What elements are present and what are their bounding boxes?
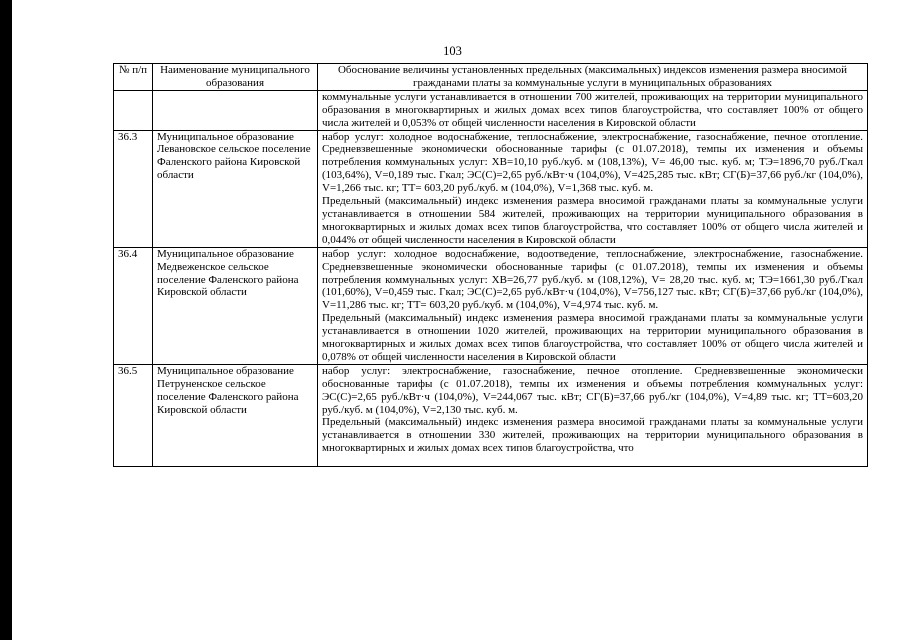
row-basis	[318, 247, 868, 364]
header-name: Наименование муниципального образования	[153, 64, 318, 91]
row-num: 36.3	[114, 130, 153, 247]
row-name: Муниципальное образование Медвеженское сельское поселение Фаленского района Кировской области	[153, 247, 318, 364]
row-name: Муниципальное образование Левановское сельское поселение Фаленского района Кировской области	[153, 130, 318, 247]
table-header-row	[114, 64, 868, 91]
table-row	[114, 364, 868, 466]
table-row	[114, 247, 868, 364]
row-name	[153, 90, 318, 130]
header-num: № п/п	[114, 64, 153, 91]
row-basis	[318, 130, 868, 247]
tariff-table	[113, 63, 868, 467]
row-basis	[318, 364, 868, 466]
basis-paragraph: коммунальные услуги устанавливается в отношении 700 жителей, проживающих на территории муниципального образования в многоквартирных и жилых домах всех типов благоустройства, что составляет 100% от общего числа жителей и 0,053% от общей численности населения в Кировской области	[322, 90, 863, 129]
basis-paragraph: Предельный (максимальный) индекс изменения размера вносимой гражданами платы за коммунальные услуги устанавливается в отношении 584 жителей, проживающих на территории муниципального образования в многоквартирных и жилых домах всех типов благоустройства, что составляет 100% от общего числа жителей и 0,044% от общей численности населения в Кировской области	[322, 195, 863, 246]
page-number: 103	[443, 44, 462, 58]
header-basis: Обоснование величины установленных предельных (максимальных) индексов изменения размера вносимой гражданами платы за коммунальные услуги в муниципальных образованиях	[318, 64, 868, 91]
basis-paragraph: набор услуг: электроснабжение, газоснабжение, печное отопление. Средневзвешенные экономически обоснованные тарифы (с 01.07.2018), темпы их изменения и объемы потребления коммунальных услуг: ЭС(С)=2,65 руб./кВт·ч (104,0%), V=244,067 тыс. кВт; СГ(Б)=37,66 руб./кг (104,0%), V=4,89 тыс. кг; ТТ=603,20 руб./куб. м (104,0%), V=2,130 тыс. куб. м.	[322, 364, 863, 416]
row-num: 36.5	[114, 364, 153, 466]
basis-paragraph: набор услуг: холодное водоснабжение, теплоснабжение, электроснабжение, газоснабжение, печное отопление. Средневзвешенные экономически обоснованные тарифы (с 01.07.2018), темпы их изменения и объемы потребления коммунальных услуг: ХВ=10,10 руб./куб. м (108,13%), V= 46,00 тыс. куб. м; ТЭ=1896,70 руб./Гкал (103,64%), V=0,189 тыс. Гкал; ЭС(С)=2,65 руб./кВт·ч (104,0%), V=425,285 тыс. кВт; СГ(Б)=37,66 руб./кг (104,0%), V=1,266 тыс. кг; ТТ= 603,20 руб./куб. м (104,0%), V=1,368 тыс. куб. м.	[322, 130, 863, 195]
basis-paragraph: Предельный (максимальный) индекс изменения размера вносимой гражданами платы за коммунальные услуги устанавливается в отношении 1020 жителей, проживающих на территории муниципального образования в многоквартирных и жилых домах всех типов благоустройства, что составляет 100% от общего числа жителей и 0,078% от общей численности населения в Кировской области	[322, 312, 863, 363]
basis-paragraph: набор услуг: холодное водоснабжение, водоотведение, теплоснабжение, электроснабжение, газоснабжение. Средневзвешенные экономически обоснованные тарифы (с 01.07.2018), темпы их изменения и объемы потребления коммунальных услуг: ХВ=26,77 руб./куб. м (108,12%), V= 28,20 тыс. куб. м; ТЭ=1661,30 руб./Гкал (101,60%), V=0,459 тыс. Гкал; ЭС(С)=2,65 руб./кВт·ч (104,0%), V=756,127 тыс. кВт; СГ(Б)=37,66 руб./кг (104,0%), V=11,286 тыс. кг; ТТ= 603,20 руб./куб. м (104,0%), V=4,974 тыс. куб. м.	[322, 247, 863, 312]
table-row	[114, 90, 868, 130]
scan-edge-bar	[0, 0, 12, 640]
row-name: Муниципальное образование Петруненское сельское поселение Фаленского района Кировской области	[153, 364, 318, 466]
row-basis	[318, 90, 868, 130]
basis-paragraph: Предельный (максимальный) индекс изменения размера вносимой гражданами платы за коммунальные услуги устанавливается в отношении 330 жителей, проживающих на территории муниципального образования в многоквартирных и жилых домах всех типов благоустройства, что	[322, 416, 863, 455]
row-num: 36.4	[114, 247, 153, 364]
table-row	[114, 130, 868, 247]
row-num	[114, 90, 153, 130]
